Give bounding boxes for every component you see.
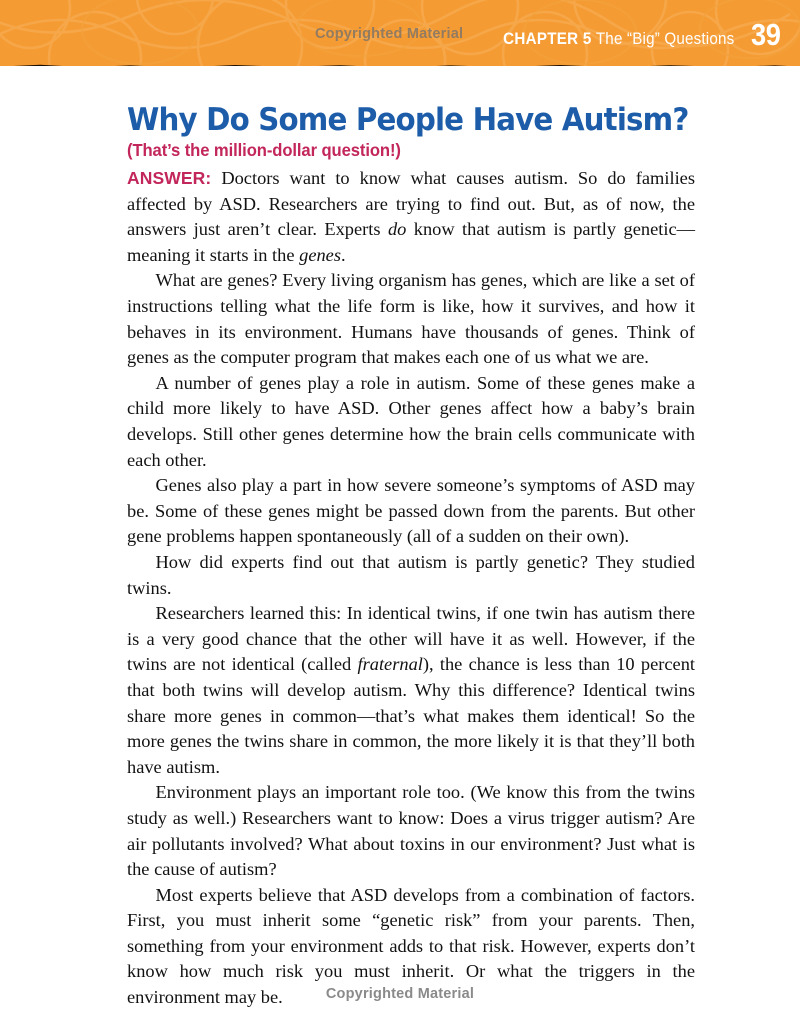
paragraph-what-are-genes: What are genes? Every living organism has genes, which are like a set of instructions telling what the life form is like, how it survives, and how it behaves in its environment. Humans have thousands of genes. Think of genes as the computer program that makes each one of us what we are.	[127, 270, 695, 368]
chapter-number: CHAPTER 5	[502, 30, 592, 48]
answer-text-part1: Doctors want to know what causes autism. So do families affected by ASD. Researchers are trying to find out. But, as of now, the answers just aren’t clear. Experts	[127, 168, 695, 240]
paragraph-genes-role: A number of genes play a role in autism. Some of these genes make a child more likely to have ASD. Other genes affect how a baby’s brain develops. Still other genes determine how the brain cells communicate with each other.	[127, 372, 695, 470]
page-header-banner	[0, 0, 800, 66]
answer-text-part2: know that autism is partly genetic—meaning it starts in the	[127, 219, 695, 265]
paragraph-twins-intro: How did experts find out that autism is partly genetic? They studied twins.	[127, 551, 695, 598]
answer-emphasis-genes: genes	[299, 244, 341, 265]
page-title: Why Do Some People Have Autism?	[127, 102, 689, 138]
paragraph-twins-detail	[127, 601, 695, 780]
twins-emphasis-fraternal: fraternal	[357, 654, 423, 675]
answer-label: ANSWER:	[127, 168, 212, 189]
paragraph-answer	[127, 166, 695, 268]
twins-text-before: Researchers learned this: In identical twins, if one twin has autism there is a very good chance that the other will have it as well. However, if the twins are not identical (called	[127, 603, 695, 675]
article-content	[127, 104, 695, 1011]
answer-emphasis-do: do	[387, 219, 407, 240]
answer-text-end: .	[341, 244, 346, 265]
twins-text-after: ), the chance is less than 10 percent that both twins will develop autism. Why this difference? Identical twins share more genes in common—that’s what makes them identical! So the more genes the twins share in common, the more likely it is that they’ll both have autism.	[127, 654, 695, 777]
paragraph-genes-severity: Genes also play a part in how severe someone’s symptoms of ASD may be. Some of these genes might be passed down from the parents. But other gene problems happen spontaneously (all of a sudden on their own).	[127, 475, 695, 547]
paragraph-combination-of-factors: Most experts believe that ASD develops from a combination of factors. First, you must inherit some “genetic risk” from your parents. Then, something from your environment adds to that risk. However, experts don’t know how much risk you must inherit. Or what the triggers in the environment may be.	[127, 884, 695, 1008]
banner-bottom-edge	[0, 64, 800, 66]
header-content	[0, 0, 800, 66]
chapter-breadcrumb	[503, 30, 734, 49]
paragraph-environment: Environment plays an important role too. (We know this from the twins study as well.) Researchers want to know: Does a virus trigger autism? Are air pollutants involved? What about toxins in our environment? Just what is the cause of autism?	[127, 782, 695, 880]
page-number: 39	[750, 17, 780, 52]
footer-copyright-notice: Copyrighted Material	[325, 986, 475, 1002]
header-copyright-notice: Copyrighted Material	[315, 26, 464, 42]
chapter-title: The “Big” Questions	[595, 30, 734, 48]
article-subtitle: (That’s the million-dollar question!)	[127, 140, 401, 161]
